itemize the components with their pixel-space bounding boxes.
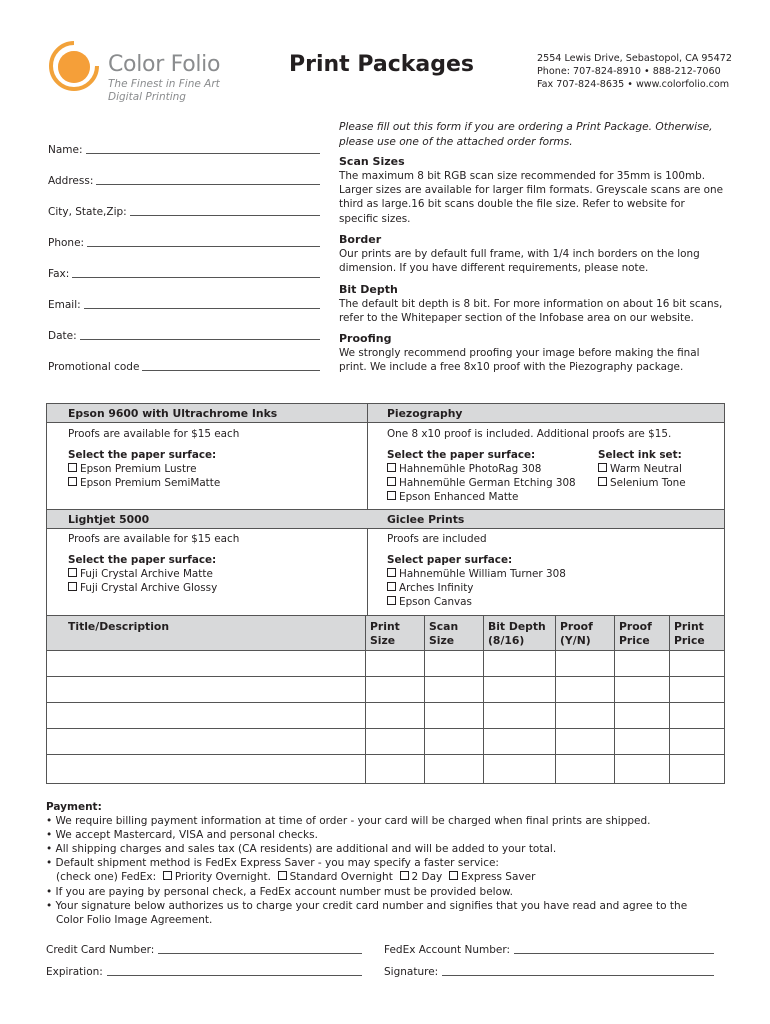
payment-bullet-cards: • We accept Mastercard, VISA and personal checks.	[46, 829, 318, 842]
border-heading: Border	[339, 233, 382, 246]
promo-label: Promotional code	[48, 361, 140, 373]
giclee-select: Select paper surface:	[387, 554, 513, 566]
epson-proofs: Proofs are available for $15 each	[68, 428, 240, 440]
proofing-text: We strongly recommend proofing your image before making the final print. We include a free 8x10 proof with the Piezography package.	[339, 347, 700, 374]
payment-bullet-billing: • We require billing payment information at time of order - your card will be charged when final prints are shipped.	[46, 815, 651, 828]
city-label: City, State,Zip:	[48, 206, 127, 218]
border-text: Our prints are by default full frame, with 1/4 inch borders on the long dimension. If you have different requirements, please note.	[339, 248, 700, 275]
promo-code-field[interactable]	[48, 357, 320, 373]
checkbox-icon[interactable]	[387, 463, 396, 472]
giclee-option-canvas[interactable]: Epson Canvas	[387, 596, 472, 608]
col-proof-price: Proof Price	[619, 620, 652, 647]
date-label: Date:	[48, 330, 77, 342]
checkbox-icon[interactable]	[387, 596, 396, 605]
ink-option-selenium[interactable]: Selenium Tone	[598, 477, 686, 489]
brand-name: Color Folio	[108, 52, 221, 77]
piezo-select: Select the paper surface:	[387, 449, 536, 461]
phone-label: Phone:	[48, 237, 85, 249]
table-row[interactable]	[47, 755, 365, 782]
lightjet-select: Select the paper surface:	[68, 554, 217, 566]
lightjet-title: Lightjet 5000	[68, 513, 150, 526]
lightjet-proofs: Proofs are available for $15 each	[68, 533, 240, 545]
checkbox-icon[interactable]	[278, 871, 287, 880]
checkbox-icon[interactable]	[449, 871, 458, 880]
giclee-option-arches[interactable]: Arches Infinity	[387, 582, 473, 594]
giclee-option-turner[interactable]: Hahnemühle William Turner 308	[387, 568, 566, 580]
payment-heading: Payment:	[46, 801, 102, 813]
giclee-title: Giclee Prints	[387, 513, 465, 526]
table-row[interactable]	[47, 651, 365, 676]
address-fax-web: Fax 707-824-8635 • www.colorfolio.com	[537, 79, 730, 90]
payment-bullet-check: • If you are paying by personal check, a FedEx account number must be provided below.	[46, 885, 513, 898]
piezo-option-etching[interactable]: Hahnemühle German Etching 308	[387, 477, 576, 489]
epson-select: Select the paper surface:	[68, 449, 217, 461]
email-field[interactable]	[48, 295, 320, 311]
fax-field[interactable]	[48, 264, 320, 280]
credit-card-field[interactable]	[46, 940, 362, 956]
cc-label: Credit Card Number:	[46, 944, 155, 956]
color-folio-logo-icon	[48, 40, 100, 92]
piezo-option-enhanced-matte[interactable]: Epson Enhanced Matte	[387, 491, 518, 503]
package-header-row	[47, 403, 724, 423]
ink-select: Select ink set:	[598, 449, 682, 461]
lightjet-option-matte[interactable]: Fuji Crystal Archive Matte	[68, 568, 213, 580]
checkbox-icon[interactable]	[598, 477, 607, 486]
signature-field[interactable]	[384, 962, 714, 978]
table-row[interactable]	[47, 703, 365, 728]
checkbox-icon[interactable]	[400, 871, 409, 880]
piezography-title: Piezography	[387, 407, 463, 420]
expiration-field[interactable]	[46, 962, 362, 978]
col-scan-size: Scan Size	[429, 620, 459, 647]
fax-label: Fax:	[48, 268, 70, 280]
scan-sizes-text: The maximum 8 bit RGB scan size recommended for 35mm is 100mb. Larger sizes are available for larger film formats. Greyscale scans are one third as large.16 bit scans double the file size. Refer to website for specific sizes.	[339, 170, 723, 225]
checkbox-icon[interactable]	[68, 568, 77, 577]
table-row[interactable]	[47, 677, 365, 702]
col-title-description: Title/Description	[68, 620, 170, 633]
sig-label: Signature:	[384, 966, 439, 978]
col-print-size: Print Size	[370, 620, 400, 647]
name-field[interactable]	[48, 140, 320, 156]
exp-label: Expiration:	[46, 966, 103, 978]
name-label: Name:	[48, 144, 83, 156]
col-print-price: Print Price	[674, 620, 705, 647]
checkbox-icon[interactable]	[163, 871, 172, 880]
phone-field[interactable]	[48, 233, 320, 249]
piezo-option-photorag[interactable]: Hahnemühle PhotoRag 308	[387, 463, 541, 475]
table-row[interactable]	[47, 729, 365, 754]
address-phone: Phone: 707-824-8910 • 888-212-7060	[537, 66, 721, 77]
fedex-account-field[interactable]	[384, 940, 714, 956]
giclee-proofs: Proofs are included	[387, 533, 487, 545]
checkbox-icon[interactable]	[387, 477, 396, 486]
checkbox-icon[interactable]	[68, 477, 77, 486]
page-title: Print Packages	[289, 52, 475, 77]
email-label: Email:	[48, 299, 81, 311]
payment-bullet-shipment: • Default shipment method is FedEx Express Saver - you may specify a faster service:	[46, 857, 499, 870]
scan-sizes-heading: Scan Sizes	[339, 155, 405, 168]
col-bit-depth: Bit Depth (8/16)	[488, 620, 546, 647]
address-label: Address:	[48, 175, 94, 187]
order-table	[46, 403, 725, 784]
address-line-1: 2554 Lewis Drive, Sebastopol, CA 95472	[537, 53, 732, 64]
ship-option-standard[interactable]: Standard Overnight	[278, 871, 393, 883]
city-state-zip-field[interactable]	[48, 202, 320, 218]
checkbox-icon[interactable]	[387, 491, 396, 500]
col-proof-yn: Proof (Y/N)	[560, 620, 593, 647]
brand-tagline-2: Digital Printing	[108, 91, 186, 103]
date-field[interactable]	[48, 326, 320, 342]
bit-depth-heading: Bit Depth	[339, 283, 398, 296]
ship-option-express-saver[interactable]: Express Saver	[449, 871, 535, 883]
epson-title: Epson 9600 with Ultrachrome Inks	[68, 407, 278, 420]
bit-depth-text: The default bit depth is 8 bit. For more information on about 16 bit scans, refer to the Whitepaper section of the Infobase area on our website.	[339, 298, 723, 325]
checkbox-icon[interactable]	[387, 568, 396, 577]
fedex-label: FedEx Account Number:	[384, 944, 511, 956]
package-header-row-2	[47, 509, 724, 529]
payment-bullet-shipping: • All shipping charges and sales tax (CA residents) are additional and will be added to your total.	[46, 843, 557, 856]
lightjet-option-glossy[interactable]: Fuji Crystal Archive Glossy	[68, 582, 217, 594]
epson-option-lustre[interactable]: Epson Premium Lustre	[68, 463, 196, 475]
payment-bullet-signature: • Your signature below authorizes us to charge your credit card number and signifies that you have read and agree to the	[46, 899, 688, 912]
ship-option-2day[interactable]: 2 Day	[400, 871, 443, 883]
checkbox-icon[interactable]	[598, 463, 607, 472]
ship-option-priority[interactable]: Priority Overnight.	[163, 871, 271, 883]
brand-tagline: The Finest in Fine Art	[108, 78, 220, 90]
checkbox-icon[interactable]	[387, 582, 396, 591]
proofing-heading: Proofing	[339, 332, 392, 345]
checkbox-icon[interactable]	[68, 463, 77, 472]
intro-text: Please fill out this form if you are ordering a Print Package. Otherwise, please use one of the attached order forms.	[339, 121, 713, 148]
payment-section	[46, 800, 736, 927]
shipping-options: (check one) FedEx: Priority Overnight. Standard Overnight 2 Day Express Saver	[56, 871, 536, 884]
ink-option-warm[interactable]: Warm Neutral	[598, 463, 682, 475]
address-field[interactable]	[48, 171, 320, 187]
epson-option-semimatte[interactable]: Epson Premium SemiMatte	[68, 477, 220, 489]
piezo-proofs: One 8 x10 proof is included. Additional proofs are $15.	[387, 428, 672, 440]
payment-agreement: Color Folio Image Agreement.	[56, 913, 213, 926]
checkbox-icon[interactable]	[68, 582, 77, 591]
